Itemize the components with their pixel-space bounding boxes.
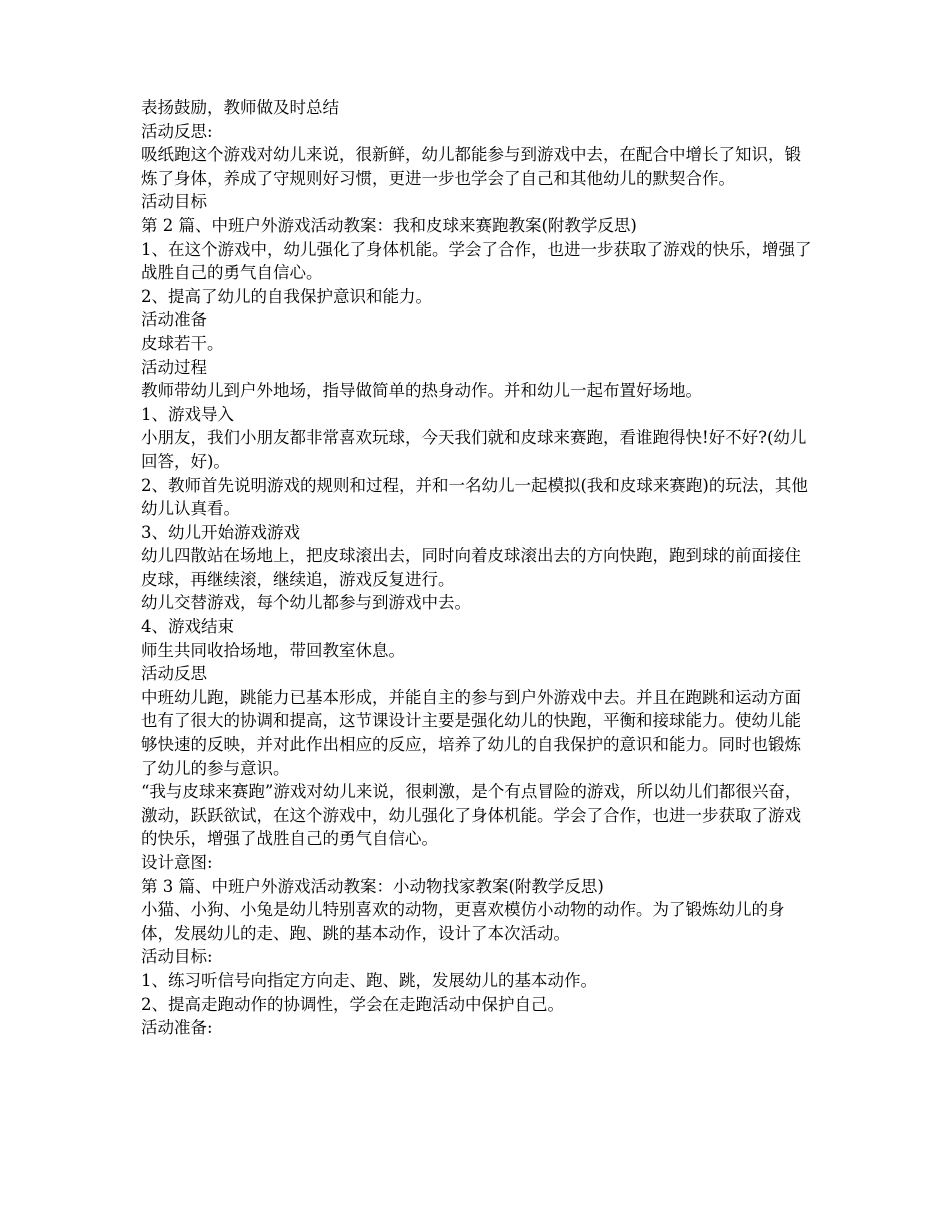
section-heading: 活动准备: [141,1018,213,1038]
paragraph: 小猫、小狗、小兔是幼儿特别喜欢的动物，更喜欢模仿小动物的动作。为了锻炼幼儿的身体，发展幼儿的走、跑、跳的基本动作，设计了本次活动。 [141,900,785,943]
section-heading: 活动反思: [141,121,213,141]
step-heading: 1、游戏导入 [141,404,234,424]
section-heading: 活动目标 [141,192,207,212]
section-heading: 活动过程 [141,357,207,377]
article-title: 第 2 篇、中班户外游戏活动教案：我和皮球来赛跑教案(附教学反思) [141,215,637,235]
article-title: 第 3 篇、中班户外游戏活动教案：小动物找家教案(附教学反思) [141,876,604,896]
section-heading: 活动准备 [141,310,207,330]
section-heading: 设计意图: [141,853,213,872]
paragraph: 幼儿四散站在场地上，把皮球滚出去，同时向着皮球滚出去的方向快跑，跑到球的前面接住皮球，再继续滚，继续追，游戏反复进行。 [141,546,801,589]
paragraph: 小朋友，我们小朋友都非常喜欢玩球，今天我们就和皮球来赛跑，看谁跑得快!好不好?(幼儿回答，好)。 [141,428,807,471]
paragraph: 1、练习听信号向指定方向走、跑、跳，发展幼儿的基本动作。 [141,970,597,990]
paragraph: 中班幼儿跑，跳能力已基本形成，并能自主的参与到户外游戏中去。并且在跑跳和运动方面也有了很大的协调和提高，这节课设计主要是强化幼儿的快跑，平衡和接球能力。使幼儿能够快速的反映，并对此作出相应的反应，培养了幼儿的自我保护的意识和能力。同时也锻炼了幼儿的参与意识。 [141,687,801,778]
section-heading: 活动反思 [141,664,207,684]
paragraph: 2、提高走跑动作的协调性，学会在走跑活动中保护自己。 [141,994,564,1014]
paragraph: 2、教师首先说明游戏的规则和过程，并和一名幼儿一起模拟(我和皮球来赛跑)的玩法，其他幼儿认真看。 [141,475,808,519]
paragraph: 皮球若干。 [141,333,224,353]
paragraph: 幼儿交替游戏，每个幼儿都参与到游戏中去。 [141,593,471,613]
section-heading: 活动目标: [141,947,213,967]
document-body [141,96,816,1040]
step-heading: 4、游戏结束 [141,617,234,637]
paragraph: 吸纸跑这个游戏对幼儿来说，很新鲜，幼儿都能参与到游戏中去，在配合中增长了知识，锻炼了身体，养成了守规则好习惯，更进一步也学会了自己和其他幼儿的默契合作。 [141,145,801,188]
paragraph: “我与皮球来赛跑”游戏对幼儿来说，很刺激，是个有点冒险的游戏，所以幼儿们都很兴奋，激动，跃跃欲试，在这个游戏中，幼儿强化了身体机能。学会了合作，也进一步获取了游戏的快乐，增强了战胜自己的勇气自信心。 [141,782,802,849]
paragraph: 1、在这个游戏中，幼儿强化了身体机能。学会了合作，也进一步获取了游戏的快乐，增强了战胜自己的勇气自信心。 [141,239,812,283]
step-heading: 3、幼儿开始游戏游戏 [141,522,300,542]
text-line: 表扬鼓励，教师做及时总结 [141,98,339,117]
paragraph: 2、提高了幼儿的自我保护意识和能力。 [141,286,432,306]
paragraph: 教师带幼儿到户外地场，指导做简单的热身动作。并和幼儿一起布置好场地。 [141,381,702,401]
paragraph: 师生共同收拾场地，带回教室休息。 [141,640,405,660]
